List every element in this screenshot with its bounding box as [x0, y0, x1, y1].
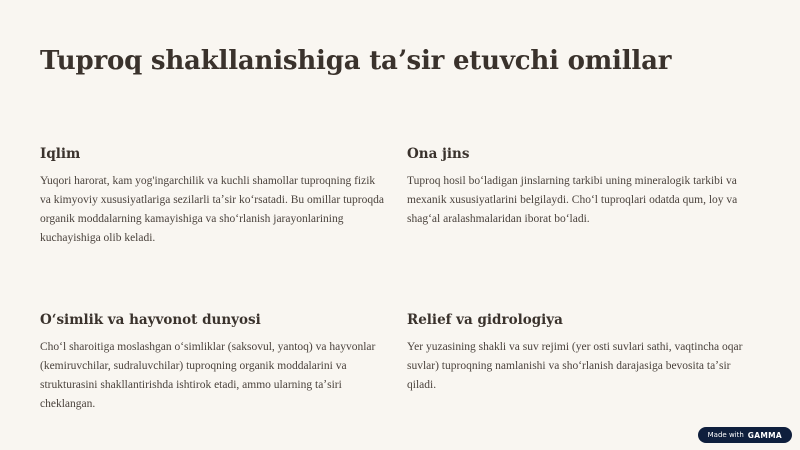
card-relief-hydrology — [407, 310, 752, 395]
card-body: Choʻl sharoitiga moslashgan oʻsimliklar (saksovul, yantoq) va hayvonlar (kemiruvchilar, sudraluvchilar) tuproqning organik moddalarini va strukturasini shakllantirishda ishtirok etadi, ammo ularning taʼsiri cheklangan. — [40, 341, 376, 410]
card-climate — [40, 144, 385, 248]
card-flora-fauna — [40, 310, 385, 414]
gamma-logo: GAMMA — [747, 430, 782, 440]
card-parent-rock — [407, 144, 752, 229]
card-title: Iqlim — [40, 146, 81, 162]
card-title: Relief va gidrologiya — [407, 312, 563, 328]
badge-prefix: Made with — [707, 431, 744, 439]
card-body: Tuproq hosil boʻladigan jinslarning tarkibi uning mineralogik tarkibi va mexanik xususiyatlarini belgilaydi. Choʻl tuproqlari odatda qum, loy va shagʻal aralashmalaridan iborat boʻladi. — [407, 175, 738, 225]
card-body: Yer yuzasining shakli va suv rejimi (yer osti suvlari sathi, vaqtincha oqar suvlar) tuproqning namlanishi va shoʻrlanish darajasiga bevosita taʼsir qiladi. — [407, 341, 743, 391]
card-title: Ona jins — [407, 146, 470, 162]
made-with-gamma-badge[interactable] — [698, 427, 792, 443]
card-title: Oʻsimlik va hayvonot dunyosi — [40, 312, 261, 328]
page-title: Tuproq shakllanishiga taʼsir etuvchi omillar — [40, 46, 672, 76]
card-body: Yuqori harorat, kam yog'ingarchilik va kuchli shamollar tuproqning fizik va kimyoviy xususiyatlariga sezilarli taʼsir koʻrsatadi. Bu omillar tuproqda organik moddalarning kamayishiga va shoʻrlanish jarayonlarining kuchayishiga olib keladi. — [40, 175, 384, 244]
